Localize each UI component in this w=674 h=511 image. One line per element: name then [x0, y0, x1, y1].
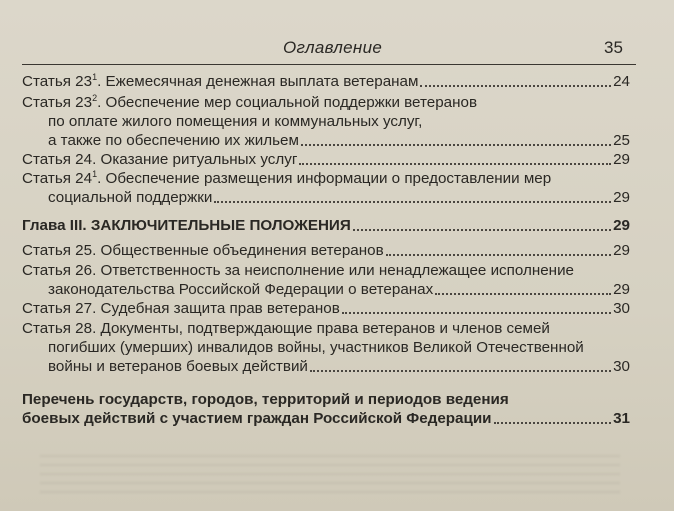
toc-entry-article-24-1-line1[interactable] [22, 169, 551, 188]
leader-dots [301, 144, 611, 146]
entry-page: 24 [613, 73, 630, 90]
toc-entry-article-23-2-line2: по оплате жилого помещения и коммунальных услуг, [48, 113, 423, 130]
toc-entry-article-23-2-line3[interactable] [48, 131, 630, 150]
running-header [0, 38, 674, 62]
leader-dots [386, 254, 611, 256]
entry-page: 29 [613, 242, 630, 259]
entry-title-continued: а также по обеспечению их жильем [48, 132, 299, 149]
leader-dots [310, 370, 611, 372]
entry-superscript: 1 [92, 169, 98, 179]
entry-superscript: 1 [92, 72, 98, 82]
entry-title-continued: социальной поддержки [48, 189, 213, 206]
entry-title: Статья 24. Оказание ритуальных услуг [22, 151, 298, 168]
leader-dots [214, 201, 611, 203]
entry-page: 31 [613, 410, 630, 427]
toc-entry-article-28-line2: погибших (умерших) инвалидов войны, участников Великой Отечественной [48, 339, 584, 356]
toc-entry-article-23-1[interactable] [22, 72, 630, 91]
entry-prefix: Статья 24 [22, 170, 93, 187]
entry-prefix: Статья 23 [22, 94, 93, 111]
leader-dots [420, 85, 611, 87]
entry-page: 30 [613, 358, 630, 375]
toc-entry-article-28-line3[interactable] [48, 357, 630, 376]
entry-title: . Ежемесячная денежная выплата ветеранам [97, 73, 419, 90]
header-title: Оглавление [283, 38, 383, 57]
toc-entry-article-24-1-line2[interactable] [48, 188, 630, 207]
entry-page: 29 [613, 217, 630, 234]
leader-dots [299, 163, 611, 165]
entry-page: 29 [613, 281, 630, 298]
appendix-title-continued: боевых действий с участием граждан Российской Федерации [22, 410, 492, 427]
entry-title: Статья 25. Общественные объединения ветеранов [22, 242, 384, 259]
entry-prefix: Статья 23 [22, 73, 93, 90]
toc-entry-article-26-line2[interactable] [48, 280, 630, 299]
entry-title: Статья 27. Судебная защита прав ветеранов [22, 300, 340, 317]
entry-page: 30 [613, 300, 630, 317]
header-page-number: 35 [604, 38, 623, 57]
toc-entry-article-23-2-line1[interactable] [22, 93, 477, 112]
entry-title: . Обеспечение мер социальной поддержки ветеранов [97, 94, 478, 111]
toc-entry-article-24[interactable] [22, 150, 630, 169]
entry-page: 29 [613, 189, 630, 206]
entry-title: . Обеспечение размещения информации о предоставлении мер [97, 170, 552, 187]
entry-title-continued: войны и ветеранов боевых действий [48, 358, 308, 375]
chapter-title: Глава III. ЗАКЛЮЧИТЕЛЬНЫЕ ПОЛОЖЕНИЯ [22, 217, 351, 234]
toc-entry-article-28-line1[interactable]: Статья 28. Документы, подтверждающие права ветеранов и членов семей [22, 320, 550, 337]
header-rule [22, 64, 636, 65]
toc-entry-appendix-line1[interactable]: Перечень государств, городов, территорий и периодов ведения [22, 391, 509, 408]
entry-superscript: 2 [92, 93, 98, 103]
leader-dots [494, 422, 612, 424]
leader-dots [353, 229, 611, 231]
toc-entry-article-26-line1[interactable]: Статья 26. Ответственность за неисполнение или ненадлежащее исполнение [22, 262, 574, 279]
show-through-texture [40, 455, 620, 495]
toc-entry-article-25[interactable] [22, 241, 630, 260]
entry-page: 29 [613, 151, 630, 168]
toc-entry-article-27[interactable] [22, 299, 630, 318]
entry-page: 25 [613, 132, 630, 149]
toc-entry-appendix-line2[interactable] [22, 409, 630, 428]
toc-entry-chapter-3[interactable] [22, 216, 630, 235]
entry-title-continued: законодательства Российской Федерации о ветеранах [48, 281, 434, 298]
leader-dots [435, 293, 611, 295]
leader-dots [342, 312, 611, 314]
